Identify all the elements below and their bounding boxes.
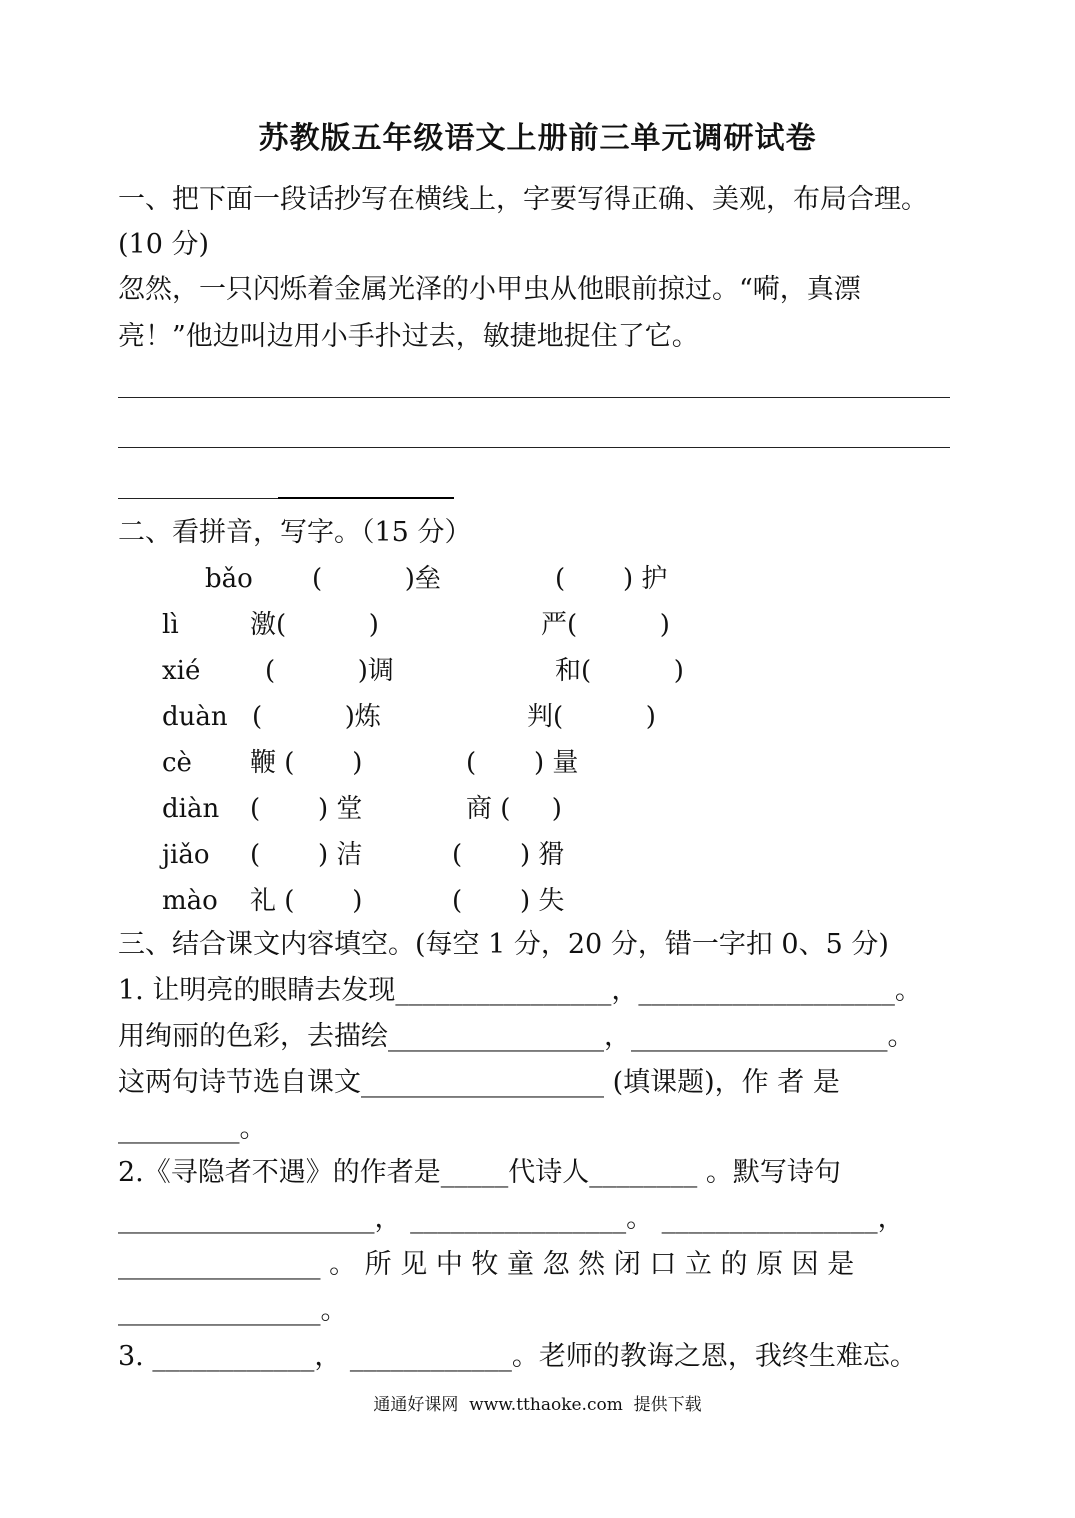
blank-left: 激( ) — [250, 610, 379, 640]
copy-line-2 — [118, 447, 950, 448]
pinyin-row — [0, 746, 1075, 786]
pinyin: lì — [162, 610, 179, 640]
pinyin: jiǎo — [162, 840, 210, 870]
fill-line: 3. ____________， ____________。老师的教诲之恩，我终生难忘。 — [118, 1341, 917, 1372]
pinyin-row — [0, 792, 1075, 832]
pinyin: bǎo — [205, 564, 253, 594]
blank-right: ( ) 失 — [452, 886, 565, 916]
section1-score: (10 分) — [118, 229, 210, 260]
passage-line-1: 忽然，一只闪烁着金属光泽的小甲虫从他眼前掠过。“嗬，真漂 — [118, 274, 861, 305]
section2-heading: 二、看拼音，写字。（15 分） — [118, 517, 472, 548]
blank-left: 礼 ( ) — [250, 886, 363, 916]
pinyin-row — [0, 884, 1075, 924]
fill-line: 用绚丽的色彩，去描绘________________，___________________。 — [118, 1021, 915, 1052]
copy-line-3 — [118, 498, 278, 499]
section1-heading: 一、把下面一段话抄写在横线上，字要写得正确、美观，布局合理。 — [118, 184, 928, 215]
blank-left: ( )炼 — [252, 702, 381, 732]
copy-line-3-bold — [278, 497, 454, 499]
blank-right: 商 ( ) — [466, 794, 562, 824]
pinyin-row — [0, 654, 1075, 694]
passage-line-2: 亮！”他边叫边用小手扑过去，敏捷地捉住了它。 — [118, 321, 699, 352]
blank-left: ( )调 — [265, 656, 394, 686]
pinyin: mào — [162, 886, 218, 916]
blank-left: ( ) 堂 — [250, 794, 363, 824]
blank-left: 鞭 ( ) — [250, 748, 363, 778]
blank-right: 判( ) — [527, 702, 656, 732]
fill-line: _______________ 。 所 见 中 牧 童 忽 然 闭 口 立 的 原 因 是 — [118, 1249, 855, 1280]
blank-right: ( ) 猾 — [452, 840, 565, 870]
blank-left: ( ) 洁 — [250, 840, 363, 870]
copy-line-1 — [118, 397, 950, 398]
section3-heading: 三、结合课文内容填空。(每空 1 分，20 分，错一字扣 0、5 分) — [118, 929, 889, 960]
fill-line: 这两句诗节选自课文__________________ (填课题)，作 者 是 — [118, 1067, 840, 1098]
pinyin-row — [0, 700, 1075, 740]
fill-line: ___________________， ________________。 ________________， — [118, 1203, 905, 1234]
fill-line: 1. 让明亮的眼睛去发现________________，___________________。 — [118, 975, 922, 1006]
page-title: 苏教版五年级语文上册前三单元调研试卷 — [258, 121, 817, 156]
blank-right: 和( ) — [555, 656, 684, 686]
pinyin: duàn — [162, 702, 228, 732]
fill-line: _________。 — [118, 1113, 267, 1144]
pinyin-row — [0, 608, 1075, 648]
blank-right: ( ) 量 — [466, 748, 579, 778]
blank-left: ( )垒 — [312, 564, 441, 594]
footer-credit: 通通好课网 www.tthaoke.com 提供下载 — [373, 1395, 702, 1415]
fill-line: _______________。 — [118, 1295, 348, 1326]
pinyin: cè — [162, 748, 192, 778]
pinyin: diàn — [162, 794, 220, 824]
pinyin: xié — [162, 656, 201, 686]
fill-line: 2.《寻隐者不遇》的作者是_____代诗人________ 。默写诗句 — [118, 1157, 841, 1188]
pinyin-row — [0, 562, 1075, 602]
pinyin-row — [0, 838, 1075, 878]
blank-right: ( ) 护 — [555, 564, 668, 594]
blank-right: 严( ) — [541, 610, 670, 640]
